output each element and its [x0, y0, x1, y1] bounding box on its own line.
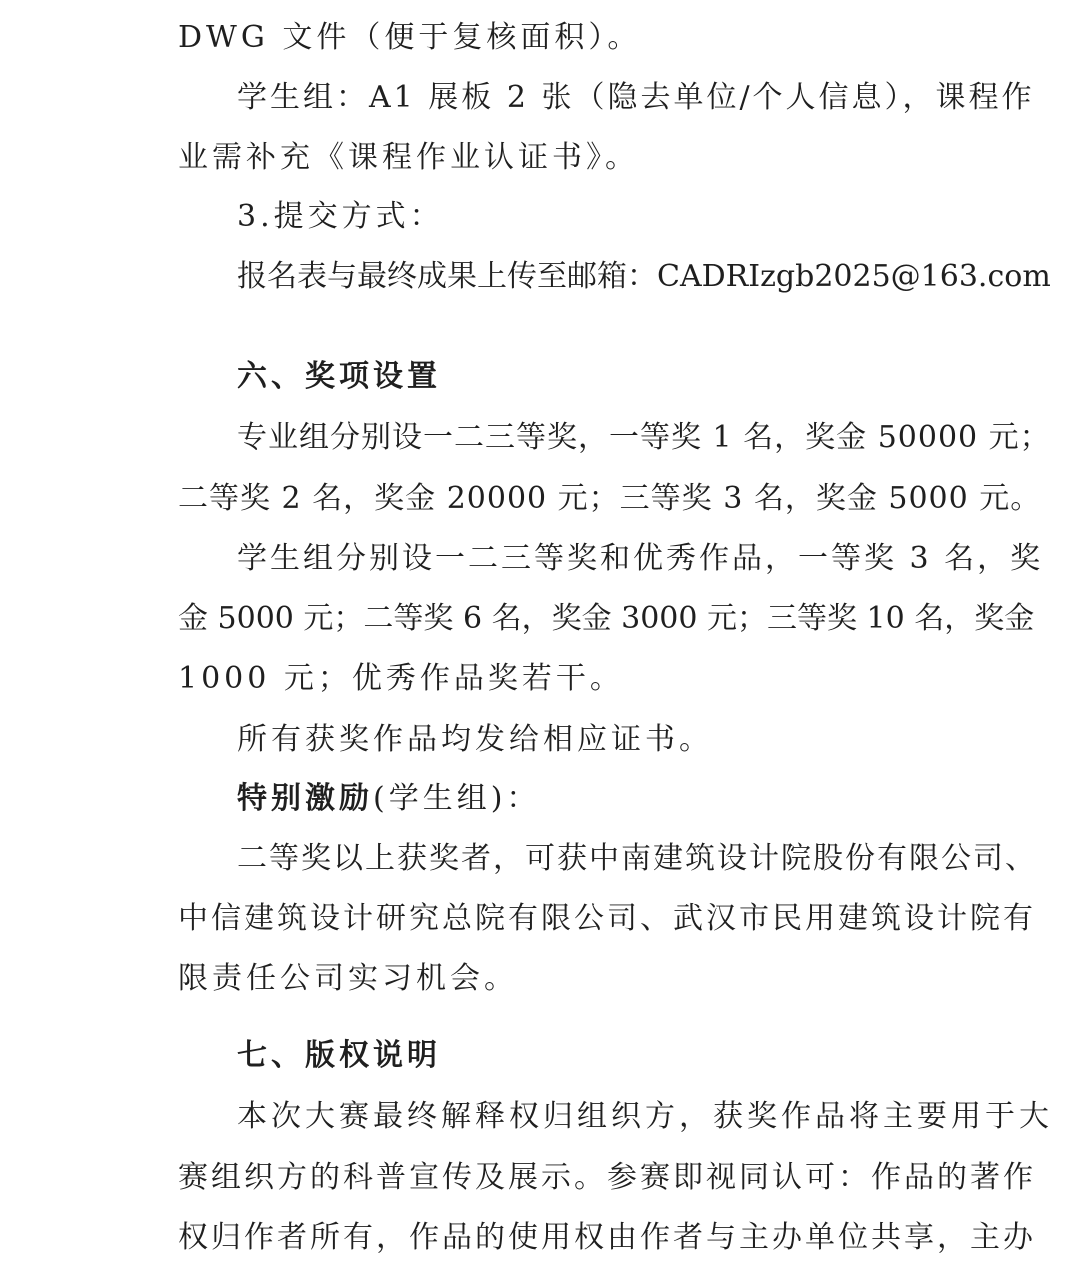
- text-line: 二等奖 2 名，奖金 20000 元；三等奖 3 名，奖金 5000 元。: [178, 481, 1042, 516]
- special-incentive-label: 特别激励: [237, 781, 373, 816]
- text-line: 赛组织方的科普宣传及展示。参赛即视同认可：作品的著作: [178, 1160, 1036, 1195]
- text-line: 二等奖以上获奖者，可获中南建筑设计院股份有限公司、: [237, 841, 1037, 876]
- text-line: 所有获奖作品均发给相应证书。: [237, 722, 713, 757]
- text-line: 金 5000 元；二等奖 6 名，奖金 3000 元；三等奖 10 名，奖金: [178, 601, 1035, 636]
- text-line: 专业组分别设一二三等奖，一等奖 1 名，奖金 50000 元；: [237, 420, 1051, 455]
- text-line: 学生组：A1 展板 2 张（隐去单位/个人信息），课程作: [237, 80, 1035, 115]
- email-line: 报名表与最终成果上传至邮箱：CADRIzgb2025@163.com: [237, 259, 1051, 294]
- special-incentive-qualifier: (学生组)：: [373, 781, 541, 816]
- text-line: 权归作者所有，作品的使用权由作者与主办单位共享，主办: [178, 1220, 1036, 1255]
- section-heading-awards: 六、奖项设置: [237, 359, 441, 394]
- text-line: 限责任公司实习机会。: [178, 961, 518, 996]
- text-line: 业需补充《课程作业认证书》。: [178, 140, 639, 175]
- text-line: 1000 元；优秀作品奖若干。: [178, 661, 624, 696]
- special-incentive-line: [237, 779, 540, 819]
- text-line: DWG 文件（便于复核面积）。: [178, 20, 642, 55]
- text-line: 学生组分别设一二三等奖和优秀作品，一等奖 3 名，奖: [237, 541, 1044, 576]
- section-heading-copyright: 七、版权说明: [237, 1038, 441, 1073]
- text-line: 本次大赛最终解释权归组织方，获奖作品将主要用于大: [237, 1099, 1053, 1134]
- text-line: 中信建筑设计研究总院有限公司、武汉市民用建筑设计院有: [178, 901, 1036, 936]
- text-line: 3.提交方式：: [237, 199, 444, 234]
